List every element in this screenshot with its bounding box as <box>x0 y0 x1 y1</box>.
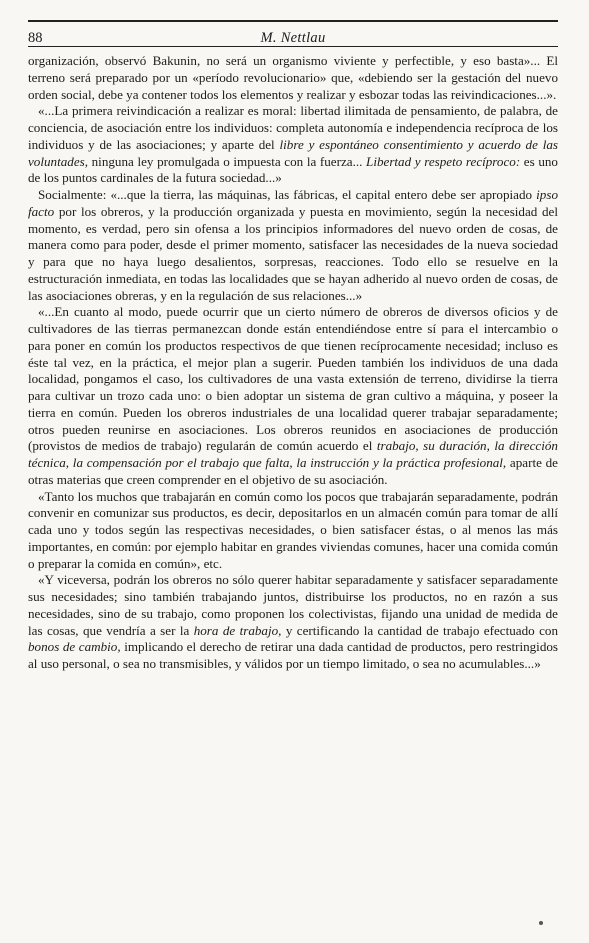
paragraph <box>28 187 558 304</box>
page-number: 88 <box>28 30 43 46</box>
italic-phrase: ipso facto <box>28 187 558 219</box>
text-run: por los obreros, y la producción organizada y puesta en movimiento, según la necesidad del momento, es verdad, pero sin ofensa a los principios informadores del nuevo orden de cosas, de manera como para poder, desde el primer momento, satisfacer las necesidades de la nueva sociedad y para que no haya luego desalientos, sorpresas, reacciones. Todo ello se resuelve en la estructuración inmediata, en todas las localidades que se hayan adherido al nuevo orden de cosas, de las asociaciones obreras, y en la regulación de sus relaciones...» <box>28 203 558 303</box>
text-run: implicando el derecho de retirar una dada cantidad de productos, pero restringidos al uso personal, o sea no transmisibles, y válidos por un tiempo limitado, o sea no acumulables...» <box>28 639 559 671</box>
italic-phrase: trabajo, su duración, la dirección técnica, la compensación por el trabajo que falta, la instrucción y la práctica profesional, <box>28 438 558 470</box>
text-run: «Y viceversa, podrán los obreros no sólo querer habitar separadamente y satisfacer separadamente sus necesidades; sino también trabajando juntos, distribuirse los productos, no en razón a sus necesidades, sino de su trabajo, como proponen los colectivistas, fijando una unidad de medida de las cosas, que vendría a ser la <box>28 572 558 638</box>
text-run: «Tanto los muchos que trabajarán en común como los pocos que trabajarán separadamente, podrán convenir en comunizar sus productos, es decir, depositarlos en un almacén común para tomar de allí cada uno y todos según las respectivas necesidades, o bien satisfacer éstas, o al menos las más importantes, en común: por ejemplo habitar en grandes viviendas comunes, hacer una comida común o preparar la comida en común», etc. <box>28 488 558 571</box>
text-run: organización, observó Bakunin, no será un organismo viviente y perfectible, y eso basta»... El terreno será preparado por un «período revolucionario» que, «debiendo ser la gestación del nuevo orden social, debe ya contener todos los elementos y realizar y esbozar todas las reivindicaciones...». <box>28 53 558 102</box>
italic-phrase: bonos de cambio, <box>28 639 121 655</box>
ink-speck <box>539 921 543 925</box>
paragraph <box>28 103 558 187</box>
header-top-rule <box>28 20 558 22</box>
italic-phrase: hora de trabajo, <box>193 622 282 638</box>
text-run: y certificando la cantidad de trabajo efectuado con <box>281 622 558 638</box>
book-page <box>28 20 558 673</box>
running-head-author: M. Nettlau <box>260 30 326 46</box>
paragraph <box>28 489 558 573</box>
body-text <box>28 53 558 673</box>
paragraph <box>28 304 558 488</box>
paragraph <box>28 53 558 103</box>
text-run: ninguna ley promulgada o impuesta con la fuerza... <box>88 153 367 169</box>
page-header <box>28 20 558 47</box>
text-run: aparte de otras materias que creen comprender en el objetivo de su asociación. <box>28 455 558 487</box>
text-run: Socialmente: «...que la tierra, las máquinas, las fábricas, el capital entero debe ser apropiado <box>38 187 537 202</box>
italic-phrase: libre y espontáneo consentimiento y acuerdo de las voluntades, <box>28 136 558 169</box>
italic-phrase: Libertad y respeto recíproco: <box>366 153 521 169</box>
text-run: es uno de los puntos cardinales de la futura sociedad...» <box>28 153 558 186</box>
text-run: «...La primera reivindicación a realizar es moral: libertad ilimitada de pensamiento, de palabra, de conciencia, de asociación entre los individuos: completa autonomía e independencia recíproca de los individuos y de las asociaciones; y aparte del <box>28 103 558 152</box>
text-run: «...En cuanto al modo, puede ocurrir que un cierto número de obreros de diversos oficios y de cultivadores de las tierras permanezcan donde están entendiéndose entre sí para el intercambio o para poner en común los productos respectivos de que tienen recíprocamente necesidad; incluso es éste tal vez, en la práctica, el mejor plan a sugerir. Pueden también los individuos de una dada localidad, pongamos el caso, los cultivadores de una vasta extensión de terreno, dividirse la tierra para cultivar un trozo cada uno: o bien adoptar un sistema de gran cultivo a máquina, y poseer la tierra en común. Pueden los obreros industriales de una localidad querer trabajar separadamente; otros pueden reunirse en asociaciones. Los obreros reunidos en asociaciones de producción (provistos de medios de trabajo) regularán de común acuerdo el <box>28 304 558 454</box>
paragraph <box>28 572 558 673</box>
